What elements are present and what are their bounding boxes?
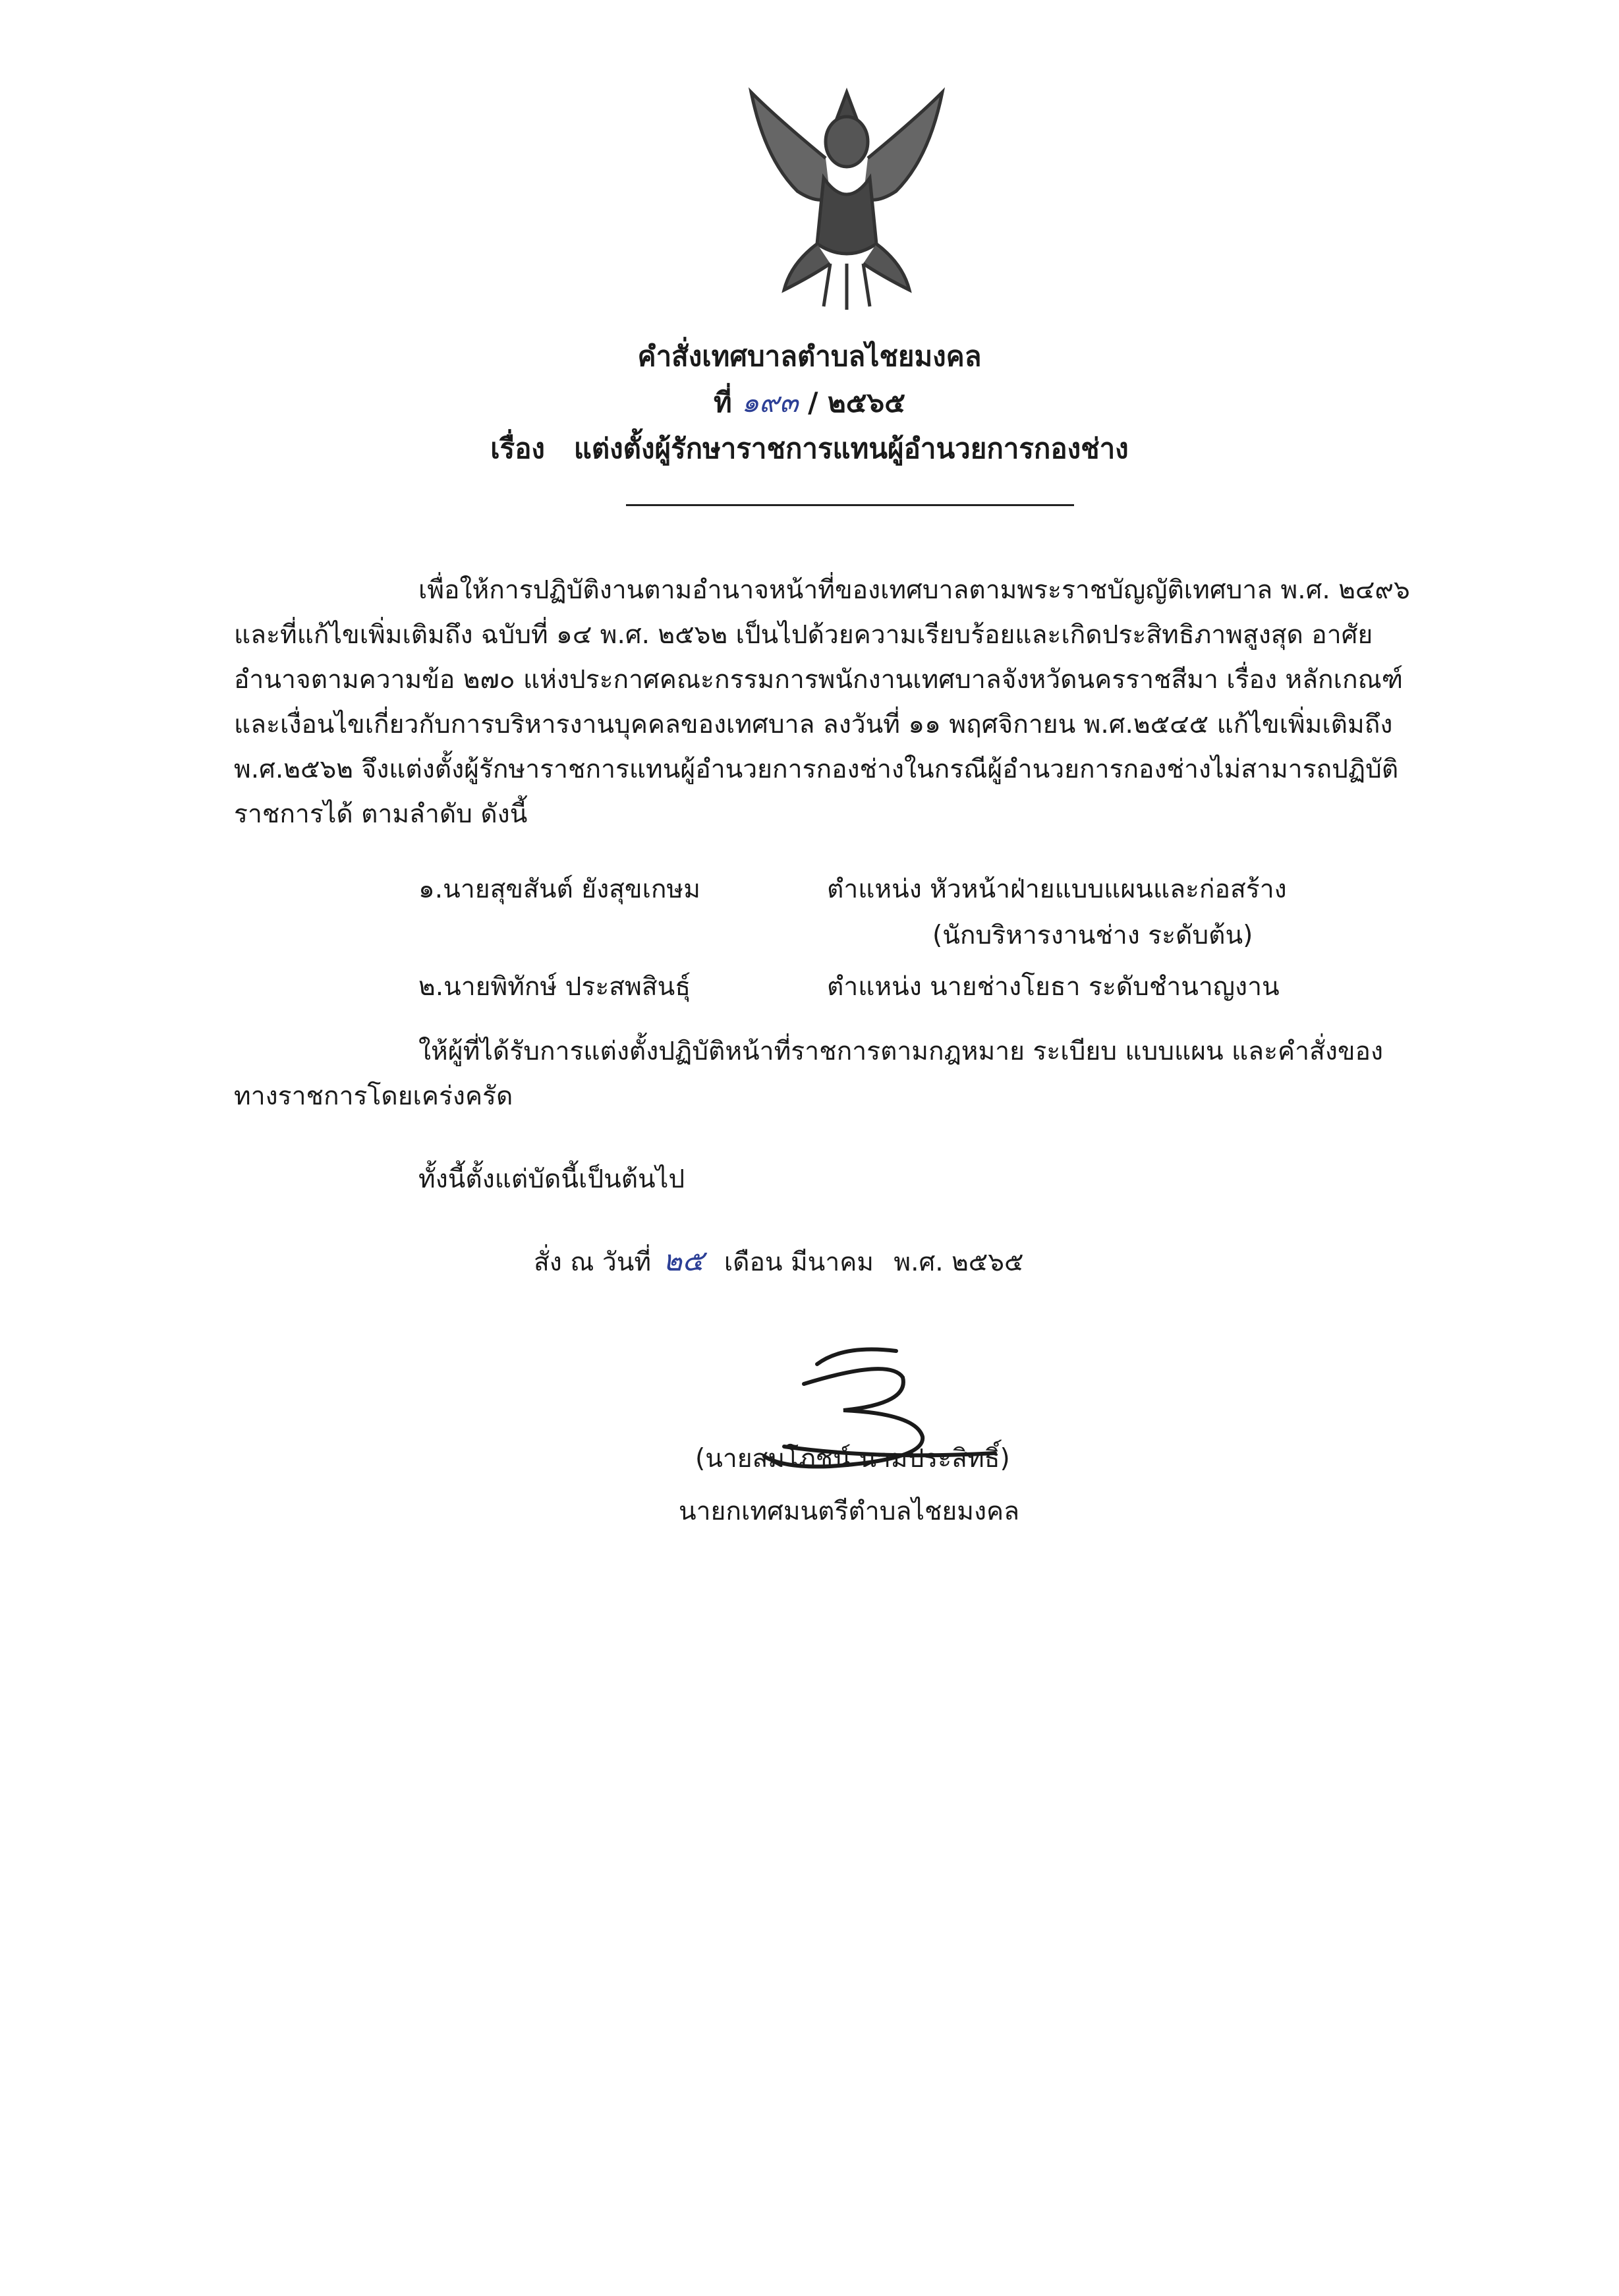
given-prefix: สั่ง ณ วันที่ [534,1248,652,1277]
appointee-2-name: ๒.นายพิทักษ์ ประสพสินธุ์ [418,972,691,1002]
paragraph-line: พ.ศ.๒๕๖๒ จึงแต่งตั้งผู้รักษาราชการแทนผู้อำนวยการกองช่างในกรณีผู้อำนวยการกองช่างไม่สามารถปฏิบัติ [234,755,1399,784]
given-date [534,1238,1036,1284]
paragraph-line: อำนาจตามความข้อ ๒๗๐ แห่งประกาศคณะกรรมการพนักงานเทศบาลจังหวัดนครราชสีมา เรื่อง หลักเกณฑ์ [234,665,1404,695]
subject-text: แต่งตั้งผู้รักษาราชการแทนผู้อำนวยการกองช่าง [573,432,1129,465]
order-number-prefix: ที่ [714,386,732,418]
paragraph-line: และที่แก้ไขเพิ่มเติมถึง ฉบับที่ ๑๔ พ.ศ. ๒๕๖๒ เป็นไปด้วยความเรียบร้อยและเกิดประสิทธิภาพสูงสุด อาศัย [234,620,1373,650]
order-subject [0,427,1619,471]
paragraph-2 [234,1029,1486,1119]
paragraph-line: ราชการได้ ตามลำดับ ดังนี้ [234,799,528,829]
paragraph-line: ให้ผู้ที่ได้รับการแต่งตั้งปฏิบัติหน้าที่ราชการตามกฎหมาย ระเบียบ แบบแผน และคำสั่งของ [418,1037,1383,1066]
appointee-1-name: ๑.นายสุขสันต์ ยังสุขเกษม [418,875,700,904]
given-year: พ.ศ. ๒๕๖๕ [894,1248,1024,1277]
paragraph-line: ทางราชการโดยเคร่งครัด [234,1081,513,1111]
order-title: คำสั่งเทศบาลตำบลไชยมงคล [637,340,982,372]
order-number [0,381,1619,424]
given-day-handwritten: ๒๕ [663,1244,704,1278]
order-number-handwritten: ๑๙๓ [741,386,799,418]
paragraph-line: และเงื่อนไขเกี่ยวกับการบริหารงานบุคคลของเทศบาล ลงวันที่ ๑๑ พฤศจิกายน พ.ศ.๒๕๔๕ แก้ไขเพิ่มเติมถึง [234,710,1393,739]
appointee-1-position: ตำแหน่ง หัวหน้าฝ่ายแบบแผนและก่อสร้าง [827,875,1287,904]
signer-position: นายกเทศมนตรีตำบลไชยมงคล [679,1497,1020,1526]
given-month: เดือน มีนาคม [724,1248,874,1277]
order-number-year: / ๒๕๖๕ [808,386,905,418]
signer-name: (นายสมโภชน์ นามประสิทธิ์) [695,1444,1010,1474]
garuda-emblem [738,79,955,316]
appointee-1-position-note: (นักบริหารงานช่าง ระดับต้น) [932,921,1253,950]
subject-label: เรื่อง [490,432,545,465]
paragraph-1 [234,568,1486,837]
appointee-2-position: ตำแหน่ง นายช่างโยธา ระดับชำนาญงาน [827,972,1280,1002]
paragraph-3: ทั้งนี้ตั้งแต่บัดนี้เป็นต้นไป [418,1164,685,1194]
paragraph-line: เพื่อให้การปฏิบัติงานตามอำนาจหน้าที่ของเทศบาลตามพระราชบัญญัติเทศบาล พ.ศ. ๒๔๙๖ [418,575,1410,605]
header-divider [626,504,1074,506]
